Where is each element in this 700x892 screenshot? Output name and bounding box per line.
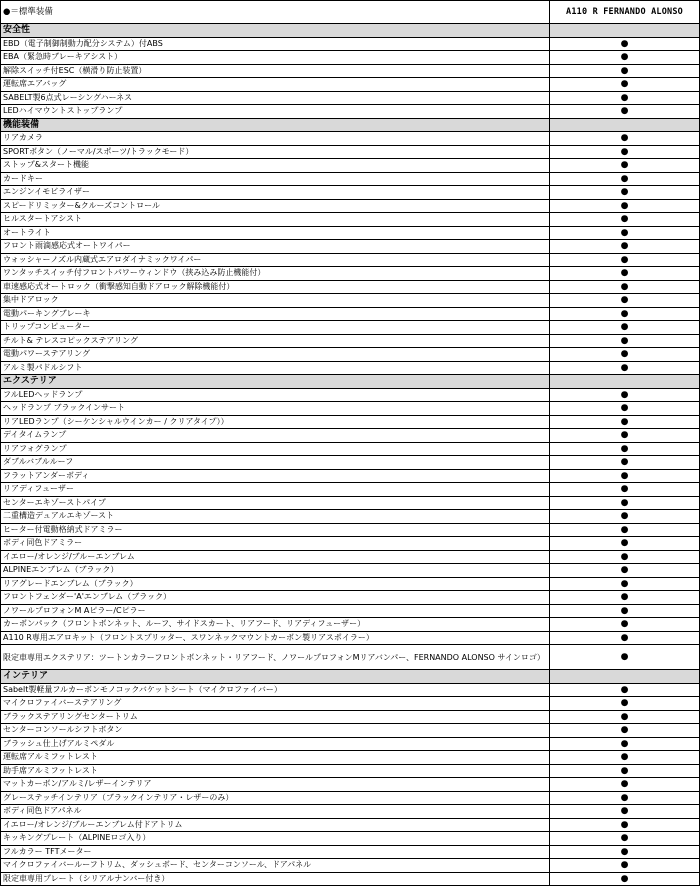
standard-equipment-mark: ● [620, 335, 629, 346]
feature-label: EBA（緊急時ブレーキアシスト） [1, 51, 550, 65]
feature-row [1, 737, 700, 751]
feature-row [1, 710, 700, 724]
standard-cell [550, 845, 700, 859]
standard-cell [550, 872, 700, 886]
standard-cell [550, 604, 700, 618]
feature-row [1, 186, 700, 200]
feature-row [1, 388, 700, 402]
standard-equipment-mark: ● [620, 281, 629, 292]
feature-label: 車速感応式オートロック（衝撃感知自動ドアロック解除機能付） [1, 280, 550, 294]
feature-label: カーボンパック（フロントボンネット、ルーフ、サイドスカート、リアフード、リアディフューザー） [1, 618, 550, 632]
feature-label: スピードリミッター&クルーズコントロール [1, 199, 550, 213]
standard-cell [550, 334, 700, 348]
feature-label: 運転席エアバッグ [1, 78, 550, 92]
feature-row [1, 683, 700, 697]
standard-equipment-mark: ● [620, 187, 629, 197]
feature-row [1, 510, 700, 524]
section-blank-cell [550, 118, 700, 132]
feature-row [1, 496, 700, 510]
feature-label: リアフォグランプ [1, 442, 550, 456]
standard-equipment-mark: ● [620, 605, 629, 616]
standard-equipment-mark: ● [620, 632, 629, 643]
standard-cell [550, 429, 700, 443]
standard-equipment-mark: ● [620, 214, 629, 224]
standard-cell [550, 78, 700, 92]
standard-equipment-mark: ● [620, 92, 629, 103]
standard-cell [550, 591, 700, 605]
model-name-header: A110 R FERNANDO ALONSO [550, 1, 700, 24]
standard-cell [550, 361, 700, 375]
standard-equipment-mark: ● [620, 698, 629, 708]
standard-cell [550, 496, 700, 510]
feature-row [1, 751, 700, 765]
standard-cell [550, 737, 700, 751]
standard-equipment-mark: ● [620, 860, 629, 870]
feature-row [1, 859, 700, 873]
standard-equipment-mark: ● [620, 538, 629, 548]
feature-label: 助手席アルミフットレスト [1, 764, 550, 778]
feature-label: エンジンイモビライザー [1, 186, 550, 200]
section-row [1, 118, 700, 132]
feature-row [1, 402, 700, 416]
standard-equipment-mark: ● [620, 430, 629, 440]
standard-equipment-mark: ● [620, 295, 629, 305]
standard-equipment-mark: ● [620, 362, 629, 373]
legend-label: ●＝標準装備 [1, 1, 550, 24]
standard-equipment-mark: ● [620, 551, 629, 562]
feature-row [1, 267, 700, 281]
feature-label: キッキングプレート（ALPINEロゴ入り） [1, 832, 550, 846]
feature-label: 解除スイッチ付ESC（横滑り防止装置） [1, 64, 550, 78]
standard-equipment-mark: ● [620, 65, 629, 76]
feature-label: ウォッシャーノズル内蔵式エアロダイナミックワイパー [1, 253, 550, 267]
feature-label: 二重構造デュアルエキゾースト [1, 510, 550, 524]
feature-label: カードキー [1, 172, 550, 186]
standard-equipment-mark: ● [620, 873, 629, 884]
standard-cell [550, 832, 700, 846]
standard-equipment-mark: ● [620, 254, 629, 265]
feature-label: ALPINEエンブレム（ブラック） [1, 564, 550, 578]
feature-label: チルト& テレスコピックステアリング [1, 334, 550, 348]
section-label: インテリア [1, 670, 550, 684]
feature-label: アルミ製パドルシフト [1, 361, 550, 375]
standard-equipment-mark: ● [620, 484, 629, 494]
feature-row [1, 456, 700, 470]
standard-equipment-mark: ● [620, 470, 629, 481]
feature-label: 限定車専用エクステリア：ツートンカラーフロントボンネット・リアフード、ノワールプロフォンMリアバンパー、FERNANDO ALONSO サインロゴ） [1, 645, 550, 670]
feature-label: デイタイムランプ [1, 429, 550, 443]
feature-row [1, 253, 700, 267]
standard-equipment-mark: ● [620, 592, 629, 602]
feature-row [1, 429, 700, 443]
standard-equipment-mark: ● [620, 322, 629, 332]
feature-row [1, 199, 700, 213]
standard-equipment-mark: ● [620, 711, 629, 722]
standard-equipment-mark: ● [620, 578, 629, 589]
feature-row [1, 226, 700, 240]
feature-row [1, 805, 700, 819]
standard-cell [550, 105, 700, 119]
standard-equipment-mark: ● [620, 497, 629, 508]
standard-cell [550, 818, 700, 832]
standard-equipment-mark: ● [620, 200, 629, 211]
feature-label: ヒルスタートアシスト [1, 213, 550, 227]
feature-row [1, 832, 700, 846]
feature-label: ダブルバブルルーフ [1, 456, 550, 470]
feature-row [1, 64, 700, 78]
feature-label: 限定車専用プレート（シリアルナンバー付き） [1, 872, 550, 886]
feature-label: オートライト [1, 226, 550, 240]
standard-cell [550, 618, 700, 632]
feature-label: ストップ&スタート機能 [1, 159, 550, 173]
standard-cell [550, 253, 700, 267]
standard-equipment-mark: ● [620, 652, 629, 662]
standard-equipment-mark: ● [620, 846, 629, 857]
standard-cell [550, 91, 700, 105]
feature-row [1, 78, 700, 92]
feature-row [1, 631, 700, 645]
standard-equipment-mark: ● [620, 806, 629, 816]
standard-cell [550, 483, 700, 497]
standard-equipment-mark: ● [620, 173, 629, 184]
feature-row [1, 791, 700, 805]
feature-row [1, 550, 700, 564]
feature-row [1, 51, 700, 65]
feature-row [1, 818, 700, 832]
feature-row [1, 697, 700, 711]
feature-label: ブラッシュ仕上げアルミペダル [1, 737, 550, 751]
equipment-table-body [1, 1, 700, 886]
feature-label: 電動パワーステアリング [1, 348, 550, 362]
standard-cell [550, 645, 700, 670]
feature-row [1, 537, 700, 551]
standard-equipment-mark: ● [620, 457, 629, 467]
standard-equipment-mark: ● [620, 106, 629, 116]
section-row [1, 24, 700, 38]
feature-row [1, 213, 700, 227]
standard-equipment-mark: ● [620, 389, 629, 400]
standard-equipment-mark: ● [620, 133, 629, 143]
feature-label: ヘッドランプ ブラックインサート [1, 402, 550, 416]
feature-row [1, 442, 700, 456]
standard-cell [550, 523, 700, 537]
standard-cell [550, 172, 700, 186]
standard-equipment-mark: ● [620, 819, 629, 830]
feature-row [1, 523, 700, 537]
standard-cell [550, 710, 700, 724]
standard-equipment-mark: ● [620, 241, 629, 251]
feature-row [1, 105, 700, 119]
feature-label: フロント雨滴感応式オートワイパー [1, 240, 550, 254]
feature-row [1, 564, 700, 578]
standard-equipment-mark: ● [620, 792, 629, 803]
section-row [1, 375, 700, 389]
feature-label: リアディフューザー [1, 483, 550, 497]
standard-equipment-mark: ● [620, 752, 629, 762]
feature-row [1, 37, 700, 51]
standard-cell [550, 280, 700, 294]
feature-label: EBD（電子制御制動力配分システム）付ABS [1, 37, 550, 51]
feature-row [1, 764, 700, 778]
standard-equipment-mark: ● [620, 684, 629, 695]
standard-cell [550, 145, 700, 159]
feature-row [1, 591, 700, 605]
feature-row [1, 145, 700, 159]
standard-cell [550, 348, 700, 362]
standard-cell [550, 537, 700, 551]
standard-cell [550, 683, 700, 697]
feature-label: リアLEDランプ（シーケンシャルウインカー / クリアタイプ）） [1, 415, 550, 429]
feature-label: マイクロファイバーステアリング [1, 697, 550, 711]
standard-cell [550, 307, 700, 321]
standard-equipment-mark: ● [620, 52, 629, 62]
feature-row [1, 132, 700, 146]
feature-label: フラットアンダーボディ [1, 469, 550, 483]
standard-cell [550, 186, 700, 200]
feature-row [1, 280, 700, 294]
standard-equipment-mark: ● [620, 565, 629, 575]
standard-cell [550, 442, 700, 456]
standard-equipment-mark: ● [620, 146, 629, 157]
feature-label: A110 R専用エアロキット（フロントスプリッター、スワンネックマウントカーボン製リアスポイラー） [1, 631, 550, 645]
feature-row [1, 240, 700, 254]
feature-row [1, 645, 700, 670]
standard-cell [550, 631, 700, 645]
section-blank-cell [550, 670, 700, 684]
feature-row [1, 307, 700, 321]
feature-row [1, 348, 700, 362]
feature-label: フロントフェンダー'A'エンブレム（ブラック） [1, 591, 550, 605]
feature-label: イエロー/オレンジ/ブルーエンブレム付ドアトリム [1, 818, 550, 832]
standard-cell [550, 321, 700, 335]
feature-label: ボディ同色ドアミラー [1, 537, 550, 551]
standard-equipment-mark: ● [620, 738, 629, 749]
standard-cell [550, 469, 700, 483]
feature-row [1, 361, 700, 375]
feature-label: 運転席アルミフットレスト [1, 751, 550, 765]
feature-label: 電動パーキングブレーキ [1, 307, 550, 321]
standard-equipment-mark: ● [620, 38, 629, 49]
feature-label: マイクロファイバールーフトリム、ダッシュボード、センターコンソール、ドアパネル [1, 859, 550, 873]
standard-equipment-mark: ● [620, 227, 629, 238]
standard-cell [550, 456, 700, 470]
standard-equipment-mark: ● [620, 79, 629, 89]
standard-cell [550, 64, 700, 78]
section-label: 機能装備 [1, 118, 550, 132]
standard-equipment-mark: ● [620, 308, 629, 319]
standard-cell [550, 267, 700, 281]
standard-cell [550, 388, 700, 402]
section-label: エクステリア [1, 375, 550, 389]
standard-cell [550, 132, 700, 146]
section-blank-cell [550, 375, 700, 389]
feature-label: フルカラー TFTメーター [1, 845, 550, 859]
standard-cell [550, 805, 700, 819]
standard-equipment-mark: ● [620, 765, 629, 776]
feature-label: イエロー/オレンジ/ブルーエンブレム [1, 550, 550, 564]
feature-label: リアカメラ [1, 132, 550, 146]
standard-cell [550, 510, 700, 524]
feature-label: ブラックステアリングセンタートリム [1, 710, 550, 724]
standard-equipment-mark: ● [620, 619, 629, 629]
feature-row [1, 294, 700, 308]
feature-label: トリップコンピューター [1, 321, 550, 335]
section-blank-cell [550, 24, 700, 38]
feature-row [1, 91, 700, 105]
standard-cell [550, 564, 700, 578]
standard-equipment-mark: ● [620, 725, 629, 735]
standard-cell [550, 240, 700, 254]
feature-label: センターコンソールシフトボタン [1, 724, 550, 738]
feature-label: ボディ同色ドアパネル [1, 805, 550, 819]
standard-equipment-mark: ● [620, 779, 629, 789]
standard-cell [550, 791, 700, 805]
feature-label: 集中ドアロック [1, 294, 550, 308]
standard-equipment-mark: ● [620, 416, 629, 427]
feature-row [1, 872, 700, 886]
standard-equipment-mark: ● [620, 349, 629, 359]
standard-cell [550, 159, 700, 173]
feature-label: フルLEDヘッドランプ [1, 388, 550, 402]
feature-row [1, 724, 700, 738]
feature-label: SPORTボタン（ノーマル/スポーツ/トラックモード） [1, 145, 550, 159]
feature-row [1, 321, 700, 335]
feature-row [1, 469, 700, 483]
feature-row [1, 415, 700, 429]
standard-cell [550, 550, 700, 564]
standard-cell [550, 778, 700, 792]
section-label: 安全性 [1, 24, 550, 38]
standard-cell [550, 294, 700, 308]
standard-cell [550, 724, 700, 738]
standard-equipment-mark: ● [620, 511, 629, 521]
feature-row [1, 604, 700, 618]
feature-label: ワンタッチスイッチ付フロントパワーウィンドウ（挟み込み防止機能付） [1, 267, 550, 281]
standard-cell [550, 859, 700, 873]
feature-row [1, 618, 700, 632]
feature-row [1, 483, 700, 497]
feature-label: ノワールプロフォンM Aピラー/Cピラー [1, 604, 550, 618]
feature-label: マットカーボン/アルミ/レザーインテリア [1, 778, 550, 792]
section-row [1, 670, 700, 684]
feature-label: ヒーター付電動格納式ドアミラー [1, 523, 550, 537]
feature-row [1, 172, 700, 186]
standard-cell [550, 402, 700, 416]
standard-cell [550, 764, 700, 778]
standard-equipment-mark: ● [620, 443, 629, 454]
standard-equipment-mark: ● [620, 160, 629, 170]
feature-label: センターエキゾーストパイプ [1, 496, 550, 510]
feature-label: リアグレードエンブレム（ブラック） [1, 577, 550, 591]
standard-equipment-mark: ● [620, 833, 629, 843]
feature-label: Sabelt製軽量フルカーボンモノコックバケットシート（マイクロファイバー） [1, 683, 550, 697]
standard-cell [550, 415, 700, 429]
standard-equipment-mark: ● [620, 268, 629, 278]
standard-cell [550, 697, 700, 711]
standard-equipment-mark: ● [620, 524, 629, 535]
feature-label: グレーステッチインテリア（ブラックインテリア・レザーのみ） [1, 791, 550, 805]
feature-label: SABELT製6点式レーシングハーネス [1, 91, 550, 105]
feature-row [1, 334, 700, 348]
table-header-row [1, 1, 700, 24]
standard-cell [550, 199, 700, 213]
standard-cell [550, 226, 700, 240]
feature-label: LEDハイマウントストップランプ [1, 105, 550, 119]
feature-row [1, 845, 700, 859]
feature-row [1, 778, 700, 792]
standard-cell [550, 37, 700, 51]
standard-equipment-mark: ● [620, 403, 629, 413]
standard-cell [550, 577, 700, 591]
standard-cell [550, 213, 700, 227]
feature-row [1, 159, 700, 173]
standard-cell [550, 751, 700, 765]
standard-cell [550, 51, 700, 65]
feature-row [1, 577, 700, 591]
